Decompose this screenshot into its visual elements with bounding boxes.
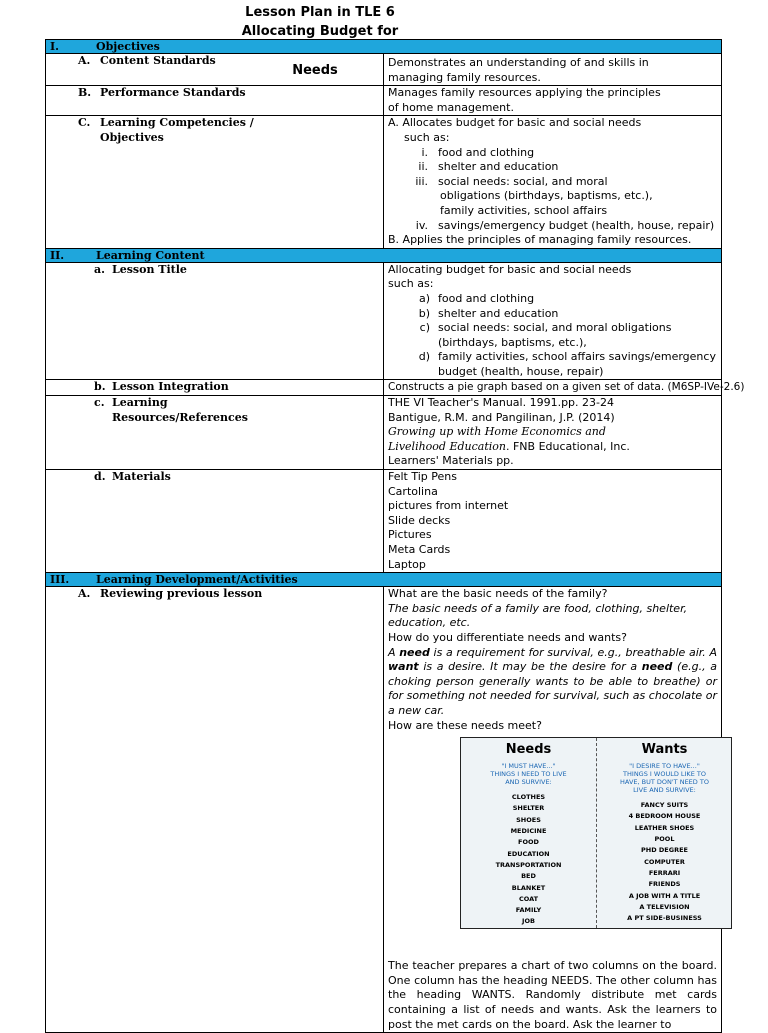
list-item: iv. savings/emergency budget (health, house, repair) [415,218,715,232]
list-item: ii. shelter and education [418,160,559,174]
list-item: MEDICINE [510,827,547,836]
integration-text: Constructs a pie graph based on a given set of data. (M6SP-IVe-2.6) [388,381,745,394]
resource-line-2: Bantigue, R.M. and Pangilinan, J.P. (2014) [388,410,615,424]
list-item-continuation: obligations (birthdays, baptisms, etc.), [440,189,653,203]
list-item: A TELEVISION [639,902,690,911]
section-number: III. [50,573,70,587]
row-letter: A. [78,587,91,601]
list-item: FAMILY [515,906,542,915]
section-number: II. [50,248,65,262]
row-label-2: Resources/References [112,410,248,424]
list-item: PHD DEGREE [641,846,688,855]
resource-line-5: Learners' Materials pp. [388,454,514,468]
section-learning-development [46,573,722,587]
material-item: Laptop [388,557,426,571]
list-item: A JOB WITH A TITLE [628,891,701,900]
material-item: Slide decks [388,513,451,527]
row-letter: c. [94,396,105,410]
row-label: Learning Competencies / [100,116,254,130]
teacher-instructions: The teacher prepares a chart of two columns on the board. One column has the heading NEEDS. The other column has the heading WANTS. Randomly distribute met cards containing a list of needs and wants. Ask the learners to post the met cards on the board. Ask the learner to [388,959,717,1031]
competency-intro-2: such as: [404,130,450,144]
needs-column [461,738,596,928]
row-label: Lesson Integration [112,380,229,394]
section-learning-content [46,248,722,262]
lesson-title-intro-2: such as: [388,277,434,291]
section-label: Learning Content [96,248,205,262]
list-item: d) family activities, school affairs savings/emergency budget (health, house, repair) [418,350,716,378]
needs-wants-chart-image [460,737,732,929]
list-item: FRIENDS [648,880,681,889]
list-item: b) shelter and education [418,306,559,320]
review-question-2: How do you differentiate needs and wants? [388,630,628,644]
needs-subheading: "I MUST HAVE..." THINGS I NEED TO LIVE AND SURVIVE: [490,762,567,787]
row-materials [46,470,722,573]
list-item: FERRARI [648,868,681,877]
resource-publisher: . FNB Educational, Inc. [505,439,630,453]
review-question-1: What are the basic needs of the family? [388,587,608,601]
list-item: EDUCATION [507,849,550,858]
list-item: SHOES [516,815,541,824]
list-item: a) food and clothing [418,291,535,305]
material-item: Felt Tip Pens [388,470,457,484]
row-lesson-integration [46,380,722,396]
row-letter: B. [78,86,92,100]
row-reviewing-previous-lesson [46,587,722,1033]
material-item: pictures from internet [388,499,509,513]
row-label: Learning [112,396,168,410]
review-definition: A need is a requirement for survival, e.g., breathable air. A want is a desire. It may be the desire for a need (e.g., a choking person generally wants to be able to breathe) or for something not needed for survival, such as chocolate or a new car. [388,645,717,717]
wants-heading: Wants [641,742,688,758]
review-question-3: How are these needs meet? [388,718,542,732]
competency-intro: A. Allocates budget for basic and social needs [388,116,642,130]
row-label: Lesson Title [112,262,187,276]
list-item: POOL [654,835,675,844]
row-performance-standards [46,86,722,116]
list-item: BED [521,872,536,881]
list-item: SHELTER [512,804,545,813]
list-item: i. food and clothing [421,145,535,159]
section-number: I. [50,40,59,53]
content-standards-line-1: Demonstrates an understanding of and skills in [388,56,649,69]
list-item: c) social needs: social, and moral obligations (birthdays, baptisms, etc.), [419,321,672,349]
competency-b: B. Applies the principles of managing family resources. [388,233,692,247]
list-item: JOB [522,917,535,926]
list-item: A PT SIDE-BUSINESS [627,914,702,923]
list-item: FOOD [518,838,539,847]
list-item-continuation: family activities, school affairs [440,203,608,217]
row-label: Performance Standards [100,86,246,100]
performance-standards-line-2: of home management. [388,100,514,114]
list-item: CLOTHES [511,793,546,802]
wants-subheading: "I DESIRE TO HAVE..." THINGS I WOULD LIKE TO HAVE, BUT DON'T NEED TO LIVE AND SURVIVE: [620,762,709,795]
wants-column [596,738,732,928]
title-line-1: Lesson Plan in TLE 6 [245,5,395,20]
lesson-plan-table [45,39,745,1033]
section-objectives [46,40,722,54]
row-label: Content Standards [100,54,216,67]
list-item: COAT [518,894,539,903]
review-answer-1: The basic needs of a family are food, clothing, shelter, education, etc. [388,601,688,630]
list-item: TRANSPORTATION [495,860,562,869]
resource-line-1: THE VI Teacher's Manual. 1991.pp. 23-24 [388,396,614,410]
list-item: BLANKET [511,883,546,892]
row-letter: A. [78,54,91,67]
title-line-4: Needs [292,63,338,78]
row-label: Materials [112,470,171,484]
list-item: COMPUTER [644,857,685,866]
list-item: LEATHER SHOES [634,823,695,832]
row-competencies [46,116,722,248]
row-letter: a. [94,262,105,276]
material-item: Cartolina [388,484,438,498]
resource-line-4 [388,440,717,455]
resource-book-title-2: Livelihood Education [388,439,506,453]
lesson-title-intro: Allocating budget for basic and social needs [388,262,632,276]
row-lesson-title [46,262,722,380]
row-label: Reviewing previous lesson [100,587,263,601]
needs-heading: Needs [505,742,552,758]
section-label: Learning Development/Activities [96,573,298,587]
list-item: FANCY SUITS [640,801,689,810]
row-resources [46,396,722,470]
title-line-2: Allocating Budget for [241,24,399,39]
list-item: iii. social needs: social, and moral [415,174,608,188]
material-item: Pictures [388,528,432,542]
row-letter: C. [78,116,91,130]
row-letter: b. [94,380,106,394]
wants-list [597,800,732,924]
list-item: 4 BEDROOM HOUSE [628,812,701,821]
content-standards-line-2: managing family resources. [388,70,541,84]
row-label-2: Objectives [100,130,164,144]
material-item: Meta Cards [388,543,451,556]
needs-list [461,792,596,928]
resource-book-title-1: Growing up with Home Economics and [388,425,606,439]
section-label: Objectives [96,40,160,53]
performance-standards-line-1: Manages family resources applying the principles [388,86,661,100]
row-letter: d. [94,470,106,484]
